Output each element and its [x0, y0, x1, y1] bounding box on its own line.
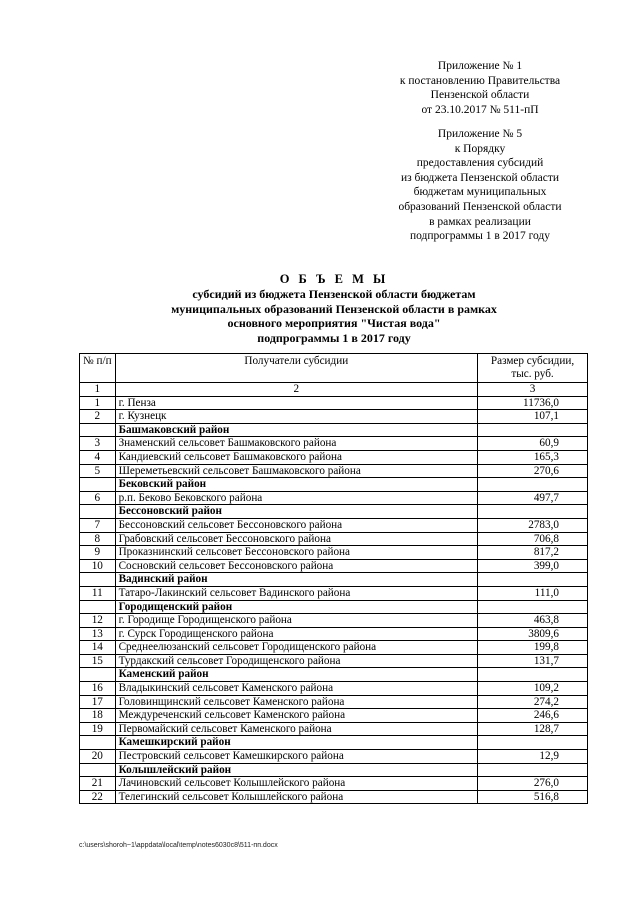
district-name: Колышлейский район [115, 763, 478, 777]
title-heading: О Б Ъ Е М Ы [279, 272, 389, 286]
row-amount-empty [478, 600, 588, 614]
table-row [80, 709, 588, 723]
recipient-name: Шереметьевский сельсовет Башмаковского района [115, 464, 478, 478]
recipient-name: Первомайский сельсовет Каменского района [115, 722, 478, 736]
row-number: 8 [80, 532, 116, 546]
row-amount-empty [478, 423, 588, 437]
title-line: муниципальных образований Пензенской области в рамках [171, 301, 497, 316]
title-line: субсидий из бюджета Пензенской области бюджетам [192, 286, 476, 301]
subsidy-amount: 128,7 [478, 722, 588, 736]
recipient-name: Пестровский сельсовет Камешкирского района [115, 750, 478, 764]
table-row [80, 396, 588, 410]
row-number: 22 [80, 790, 116, 804]
row-amount-empty [478, 736, 588, 750]
appendix-5-block [380, 127, 580, 244]
recipient-name: Междуреченский сельсовет Каменского района [115, 709, 478, 723]
row-num-empty [80, 763, 116, 777]
subsidy-amount: 817,2 [478, 546, 588, 560]
row-number: 21 [80, 777, 116, 791]
table-row [80, 546, 588, 560]
row-num-empty [80, 573, 116, 587]
recipient-name: г. Сурск Городищенского района [115, 627, 478, 641]
table-row [80, 790, 588, 804]
recipient-name: Кандиевский сельсовет Башмаковского района [115, 450, 478, 464]
row-num-empty [80, 668, 116, 682]
row-amount-empty [478, 505, 588, 519]
table-row [80, 722, 588, 736]
table-index-row [80, 383, 588, 397]
recipient-name: р.п. Беково Бековского района [115, 491, 478, 505]
subsidy-amount: 3809,6 [478, 627, 588, 641]
index-cell: 2 [115, 383, 478, 397]
district-row [80, 423, 588, 437]
subsidy-amount: 246,6 [478, 709, 588, 723]
subsidy-amount: 706,8 [478, 532, 588, 546]
appendix-5-line: к Порядку [454, 142, 506, 155]
appendix-5-line: предоставления субсидий [416, 157, 544, 170]
table-row [80, 777, 588, 791]
recipient-name: Знаменский сельсовет Башмаковского района [115, 437, 478, 451]
appendix-1-line: Приложение № 1 [437, 60, 523, 72]
title-line: подпрограммы 1 в 2017 году [257, 331, 411, 346]
table-row [80, 682, 588, 696]
appendix-5-line: образований Пензенской области [398, 200, 562, 213]
district-row [80, 763, 588, 777]
subsidy-amount: 199,8 [478, 641, 588, 655]
index-cell: 1 [80, 383, 116, 397]
appendix-5-line: в рамках реализации [429, 215, 531, 228]
row-number: 15 [80, 654, 116, 668]
subsidy-amount: 165,3 [478, 450, 588, 464]
table-row [80, 654, 588, 668]
appendix-5-line: из бюджета Пензенской области [400, 171, 560, 184]
subsidy-amount: 276,0 [478, 777, 588, 791]
subsidy-table [79, 353, 588, 804]
subsidy-amount: 12,9 [478, 750, 588, 764]
row-number: 2 [80, 410, 116, 424]
row-num-empty [80, 600, 116, 614]
recipient-name: Проказнинский сельсовет Бессоновского района [115, 546, 478, 560]
district-name: Каменский район [115, 668, 478, 682]
row-num-empty [80, 478, 116, 492]
table-row [80, 695, 588, 709]
district-row [80, 505, 588, 519]
recipient-name: г. Городище Городищенского района [115, 614, 478, 628]
subsidy-amount: 274,2 [478, 695, 588, 709]
row-number: 11 [80, 586, 116, 600]
row-num-empty [80, 736, 116, 750]
subsidy-amount: 399,0 [478, 559, 588, 573]
table-row [80, 627, 588, 641]
row-number: 9 [80, 546, 116, 560]
subsidy-amount: 516,8 [478, 790, 588, 804]
row-number: 19 [80, 722, 116, 736]
district-name: Башмаковский район [115, 423, 478, 437]
recipient-name: Среднеелюзанский сельсовет Городищенского района [115, 641, 478, 655]
row-num-empty [80, 423, 116, 437]
subsidy-amount: 11736,0 [478, 396, 588, 410]
table-row [80, 410, 588, 424]
recipient-name: Владыкинский сельсовет Каменского района [115, 682, 478, 696]
table-row [80, 518, 588, 532]
appendix-5-line: бюджетам муниципальных [413, 186, 547, 199]
recipient-name: г. Пенза [115, 396, 478, 410]
district-name: Вадинский район [115, 573, 478, 587]
recipient-name: Сосновский сельсовет Бессоновского района [115, 559, 478, 573]
document-title [100, 272, 568, 346]
row-number: 14 [80, 641, 116, 655]
table-row [80, 491, 588, 505]
row-amount-empty [478, 478, 588, 492]
district-name: Городищенский район [115, 600, 478, 614]
row-num-empty [80, 505, 116, 519]
subsidy-amount: 107,1 [478, 410, 588, 424]
subsidy-amount: 497,7 [478, 491, 588, 505]
header-num: № п/п [80, 354, 116, 383]
row-number: 18 [80, 709, 116, 723]
appendix-1-block [380, 59, 580, 117]
table-row [80, 750, 588, 764]
appendix-5-line: Приложение № 5 [437, 128, 523, 140]
index-cell: 3 [478, 383, 588, 397]
appendix-1-line: от 23.10.2017 № 511-пП [421, 103, 539, 116]
subsidy-amount: 109,2 [478, 682, 588, 696]
appendix-1-line: к постановлению Правительства [399, 74, 561, 87]
recipient-name: г. Кузнецк [115, 410, 478, 424]
recipient-name: Грабовский сельсовет Бессоновского района [115, 532, 478, 546]
table-row [80, 437, 588, 451]
row-number: 5 [80, 464, 116, 478]
table-header-row [80, 354, 588, 383]
recipient-name: Головинщинский сельсовет Каменского района [115, 695, 478, 709]
header-amount: Размер субсидии, тыс. руб. [478, 354, 588, 383]
subsidy-amount: 463,8 [478, 614, 588, 628]
recipient-name: Татаро-Лакинский сельсовет Вадинского района [115, 586, 478, 600]
row-number: 17 [80, 695, 116, 709]
recipient-name: Лачиновский сельсовет Колышлейского района [115, 777, 478, 791]
title-line: основного мероприятия "Чистая вода" [227, 316, 441, 331]
recipient-name: Турдакский сельсовет Городищенского района [115, 654, 478, 668]
row-number: 16 [80, 682, 116, 696]
district-row [80, 736, 588, 750]
subsidy-amount: 60,9 [478, 437, 588, 451]
subsidy-amount: 2783,0 [478, 518, 588, 532]
appendix-5-line: подпрограммы 1 в 2017 году [409, 230, 551, 243]
table-row [80, 559, 588, 573]
row-amount-empty [478, 668, 588, 682]
district-row [80, 478, 588, 492]
row-number: 13 [80, 627, 116, 641]
row-number: 1 [80, 396, 116, 410]
table-row [80, 641, 588, 655]
row-amount-empty [478, 573, 588, 587]
row-number: 4 [80, 450, 116, 464]
table-row [80, 450, 588, 464]
file-path-footer: c:\users\shoroh~1\appdata\local\temp\notes6030c8\511-пп.docx [79, 842, 278, 849]
row-number: 12 [80, 614, 116, 628]
row-number: 7 [80, 518, 116, 532]
district-name: Камешкирский район [115, 736, 478, 750]
row-amount-empty [478, 763, 588, 777]
recipient-name: Телегинский сельсовет Колышлейского района [115, 790, 478, 804]
appendix-1-line: Пензенской области [430, 89, 530, 102]
header-recipients: Получатели субсидии [115, 354, 478, 383]
district-name: Бессоновский район [115, 505, 478, 519]
district-row [80, 668, 588, 682]
recipient-name: Бессоновский сельсовет Бессоновского района [115, 518, 478, 532]
subsidy-amount: 131,7 [478, 654, 588, 668]
table-row [80, 532, 588, 546]
table-row [80, 464, 588, 478]
district-row [80, 573, 588, 587]
table-row [80, 586, 588, 600]
subsidy-amount: 111,0 [478, 586, 588, 600]
district-row [80, 600, 588, 614]
table-row [80, 614, 588, 628]
subsidy-amount: 270,6 [478, 464, 588, 478]
row-number: 20 [80, 750, 116, 764]
row-number: 3 [80, 437, 116, 451]
district-name: Бековский район [115, 478, 478, 492]
row-number: 10 [80, 559, 116, 573]
row-number: 6 [80, 491, 116, 505]
